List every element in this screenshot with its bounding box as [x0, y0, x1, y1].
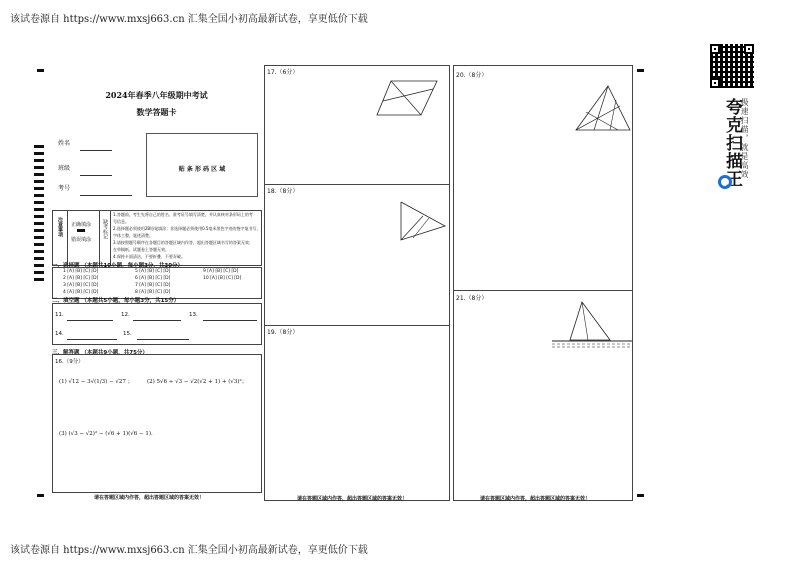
- footer-note-middle: 请在答题区域内作答，超出答题区域的答案无效！: [297, 496, 408, 502]
- notice-line-1: 1.答题前，考生先将自己的姓名、准考证号填写清楚，并认真核对条形码上的考: [113, 212, 253, 217]
- absent-mark-label: 缺考标记: [102, 219, 108, 239]
- mc-row-1-a[interactable]: 1 [A] [B] [C] [D]: [63, 269, 99, 274]
- q21-figure: [552, 300, 632, 352]
- mc-row-2-c[interactable]: 10 [A] [B] [C] [D]: [203, 276, 242, 281]
- q16-part-3: (3) (√3 − √2)² − (√6 + 1)(√6 − 1).: [59, 431, 153, 437]
- fill-blank-box: [52, 303, 262, 345]
- blank-13-field[interactable]: [203, 313, 257, 321]
- q18-heading: 18.（8分）: [267, 188, 299, 195]
- blank-11-label: 11.: [55, 312, 64, 318]
- watermark-top: 该试卷源自 https://www.mxsj663.cn 汇集全国小初高最新试卷，享更低价下载: [10, 14, 368, 25]
- exam-no-field[interactable]: [80, 188, 132, 196]
- footer-note-right: 请在答题区域内作答，超出答题区域的答案无效！: [480, 496, 591, 502]
- q16-box[interactable]: [52, 354, 262, 493]
- watermark-bottom: 该试卷源自 https://www.mxsj663.cn 汇集全国小初高最新试卷，享更低价下载: [10, 545, 368, 556]
- q18-figure: [397, 198, 447, 246]
- q16-heading: 16.（9分）: [55, 359, 84, 365]
- footer-note-left: 请在答题区域内作答，超出答题区域的答案无效！: [94, 495, 205, 501]
- wrong-fill-label: 错误填涂: [71, 237, 92, 243]
- barcode-area: 贴 条 形 码 区 域: [146, 133, 258, 197]
- mc-row-2-a[interactable]: 2 [A] [B] [C] [D]: [63, 276, 99, 281]
- mc-grid: [52, 267, 262, 299]
- blank-15-label: 15.: [123, 331, 132, 337]
- mc-row-3-a[interactable]: 3 [A] [B] [C] [D]: [63, 283, 99, 288]
- q19-heading: 19.（8分）: [267, 329, 299, 336]
- correct-fill-label: 正确填涂: [71, 222, 92, 228]
- q20-figure: [572, 82, 634, 134]
- notice-line-7: 4.保持卡面清洁，不要折叠、不要弄破。: [113, 254, 185, 259]
- mc-row-3-b[interactable]: 7 [A] [B] [C] [D]: [135, 283, 171, 288]
- class-label: 班级: [58, 165, 71, 172]
- middle-column: [264, 65, 450, 501]
- q17-heading: 17.（6分）: [267, 69, 299, 76]
- answer-card-title: 数学答题卡: [136, 107, 177, 117]
- name-label: 姓名: [58, 140, 71, 147]
- q20-heading: 20.（8分）: [456, 72, 488, 79]
- qr-code: [710, 44, 754, 88]
- q21-heading: 21.（8分）: [456, 295, 488, 302]
- class-field[interactable]: [80, 168, 112, 176]
- q16-part-2: (2) 5√6 ÷ √3 − √2(√2 + 1) + (√3)²；: [147, 379, 248, 385]
- name-field[interactable]: [80, 143, 112, 151]
- mc-row-2-b[interactable]: 6 [A] [B] [C] [D]: [135, 276, 171, 281]
- brand-logo-icon: [718, 175, 732, 189]
- right-column: [453, 65, 633, 501]
- blank-14-field[interactable]: [67, 332, 117, 340]
- brand-slogan: 极速扫描，就是高效: [740, 98, 749, 179]
- blank-12-label: 12.: [121, 312, 130, 318]
- correct-fill-sample: [77, 229, 85, 232]
- blank-13-label: 13.: [189, 312, 198, 318]
- blank-14-label: 14.: [55, 331, 64, 337]
- mc-row-4-b[interactable]: 8 [A] [B] [C] [D]: [135, 290, 171, 295]
- exam-no-label: 考号: [58, 185, 71, 192]
- section3-heading: 三、解答题 （本题共9小题，共75分）: [52, 350, 148, 356]
- blank-12-field[interactable]: [133, 313, 181, 321]
- section1-heading: 一、选择题 （本题共10小题，每小题3分，共30分）: [52, 263, 184, 269]
- notice-line-4: 字体工整，笔迹清楚。: [113, 233, 153, 238]
- mc-row-1-b[interactable]: 5 [A] [B] [C] [D]: [135, 269, 171, 274]
- q17-figure: [375, 75, 445, 119]
- blank-15-field[interactable]: [137, 332, 189, 340]
- q16-part-1: (1) √12 − 3√(1/3) − √27 ；: [59, 379, 134, 385]
- mc-row-4-a[interactable]: 4 [A] [B] [C] [D]: [63, 290, 99, 295]
- notice-box: [52, 210, 262, 266]
- brand-name: 夸克扫描王: [722, 98, 742, 188]
- notice-line-6: 在草稿纸、试题卷上答题无效。: [113, 247, 169, 252]
- mc-row-1-c[interactable]: 9 [A] [B] [C] [D]: [203, 269, 239, 274]
- notice-line-2: 号信息。: [113, 219, 129, 224]
- left-column: [50, 65, 263, 501]
- blank-11-field[interactable]: [67, 313, 113, 321]
- notice-line-3: 2.选择题必须使用2B铅笔填涂；非选择题必须使用0.5毫米黑色字迹的签字笔书写，: [113, 226, 261, 231]
- notice-side-label: 注意事项: [57, 217, 63, 237]
- exam-title: 2024年春季八年级期中考试: [105, 90, 208, 100]
- section2-heading: 二、填空题 （本题共5小题，每小题3分，共15分）: [52, 298, 180, 304]
- notice-line-5: 3.请按照题号顺序在各题目的答题区域内作答，超出答题区域书写的答案无效；: [113, 240, 253, 245]
